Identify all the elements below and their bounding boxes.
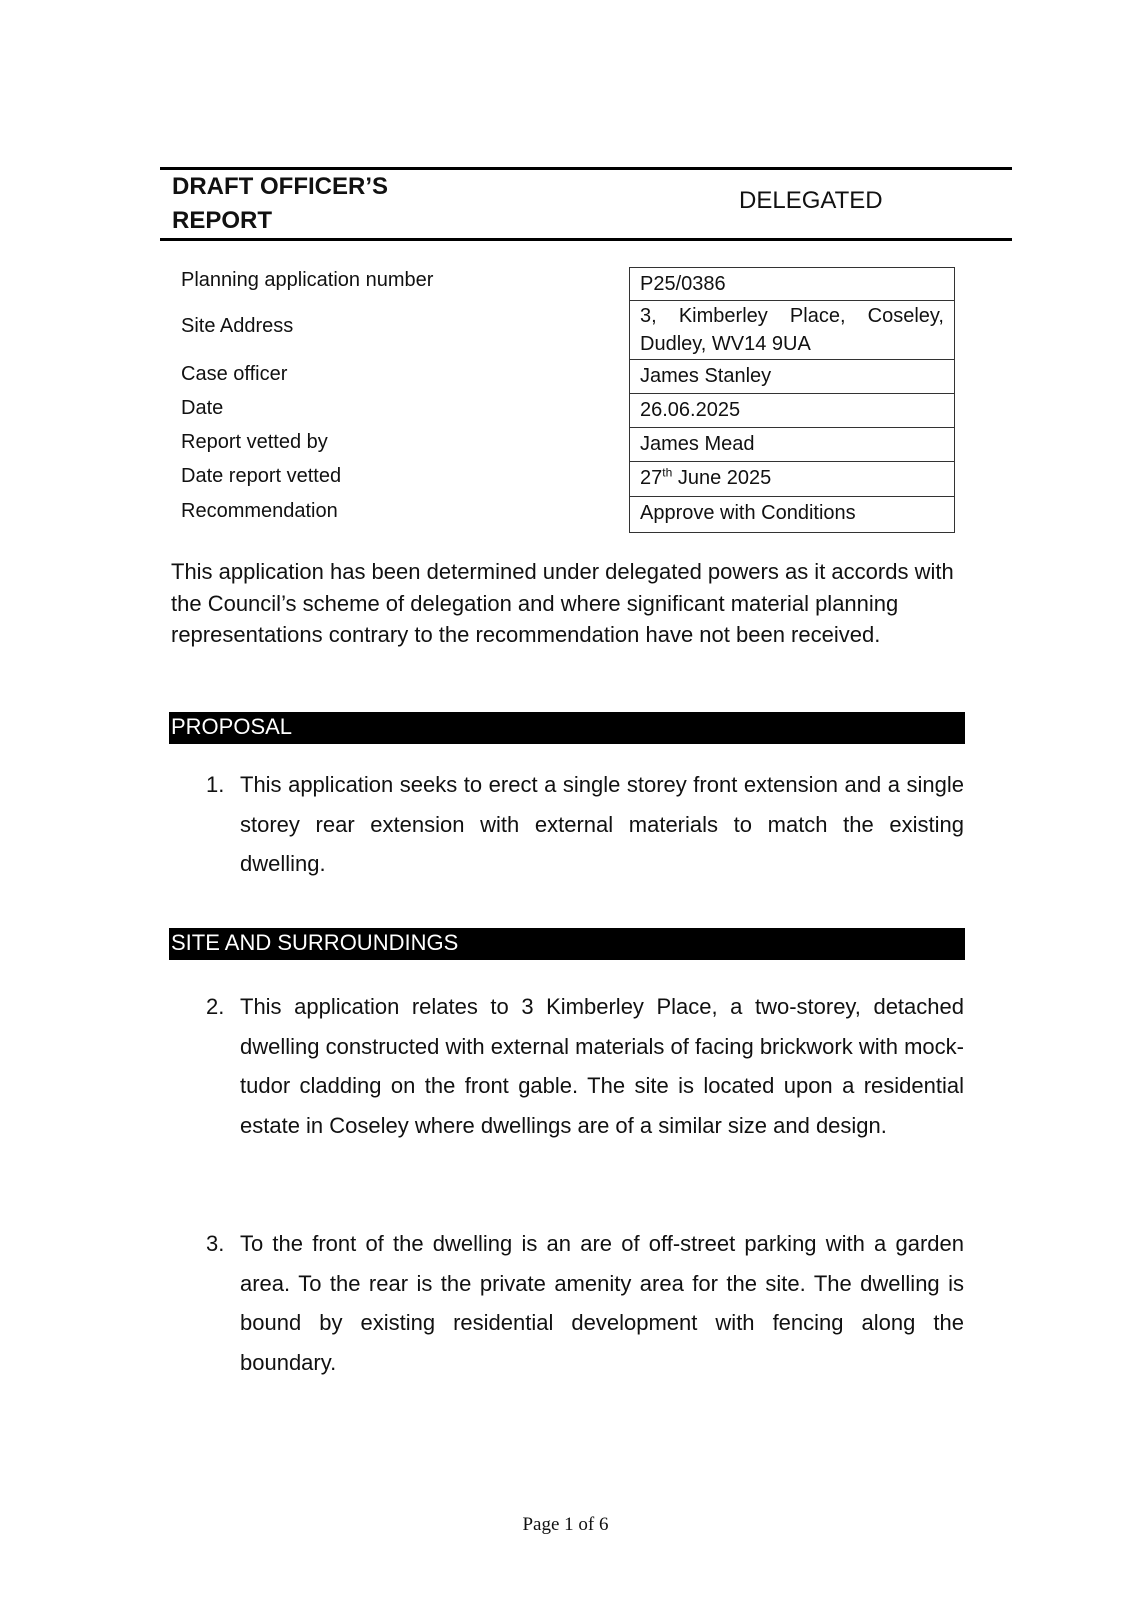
paragraph-3-text: To the front of the dwelling is an are of off-street parking with a garden area. To the rear is the private amenity area for the site. The dwelling is bound by existing residential development with fencing along the boundary.	[240, 1231, 964, 1375]
date-value: 26.06.2025	[629, 394, 955, 428]
page-number: Page 1 of 6	[522, 1514, 609, 1535]
vetted-by-label: Report vetted by	[181, 431, 328, 453]
vetted-by-value: James Mead	[629, 428, 955, 462]
site-address-line-2: Dudley, WV14 9UA	[640, 333, 811, 355]
case-officer-label: Case officer	[181, 363, 288, 385]
date-vetted-day: 27	[640, 467, 663, 489]
report-title-line-2: REPORT	[172, 207, 273, 234]
date-vetted-rest: June 2025	[672, 467, 772, 489]
recommendation-label: Recommendation	[181, 500, 338, 522]
header-bottom-rule	[160, 238, 1012, 241]
proposal-heading: PROPOSAL	[169, 712, 965, 744]
paragraph-3-number: 3.	[206, 1231, 225, 1256]
report-title-line-1: DRAFT OFFICER’S	[172, 173, 388, 200]
site-address-label: Site Address	[181, 315, 294, 337]
paragraph-3	[206, 1224, 964, 1382]
application-number-value: P25/0386	[629, 267, 955, 301]
paragraph-2-number: 2.	[206, 994, 225, 1019]
paragraph-1-number: 1.	[206, 772, 225, 797]
date-vetted-value	[629, 462, 955, 497]
paragraph-1-text: This application seeks to erect a single storey front extension and a single storey rear extension with external materials to match the existing dwelling.	[240, 772, 964, 876]
report-status: DELEGATED	[739, 187, 883, 214]
site-surroundings-heading: SITE AND SURROUNDINGS	[169, 928, 965, 960]
site-address-value	[629, 301, 955, 360]
site-address-line-1: 3, Kimberley Place, Coseley,	[640, 305, 944, 327]
date-vetted-ordinal: th	[662, 465, 673, 480]
date-label: Date	[181, 397, 224, 419]
paragraph-2	[206, 987, 964, 1145]
paragraph-2-text: This application relates to 3 Kimberley Place, a two-storey, detached dwelling constructed with external materials of facing brickwork with mock-tudor cladding on the front gable. The site is located upon a residential estate in Coseley where dwellings are of a similar size and design.	[240, 994, 964, 1138]
report-title	[172, 170, 502, 238]
date-vetted-label: Date report vetted	[181, 465, 342, 487]
paragraph-1	[206, 765, 964, 884]
case-officer-value: James Stanley	[629, 360, 955, 394]
delegation-statement: This application has been determined under delegated powers as it accords with the Council’s scheme of delegation and where significant material planning representations contrary to the recommendation have not been received.	[171, 559, 954, 647]
recommendation-value: Approve with Conditions	[629, 497, 955, 533]
application-number-label: Planning application number	[181, 269, 434, 291]
